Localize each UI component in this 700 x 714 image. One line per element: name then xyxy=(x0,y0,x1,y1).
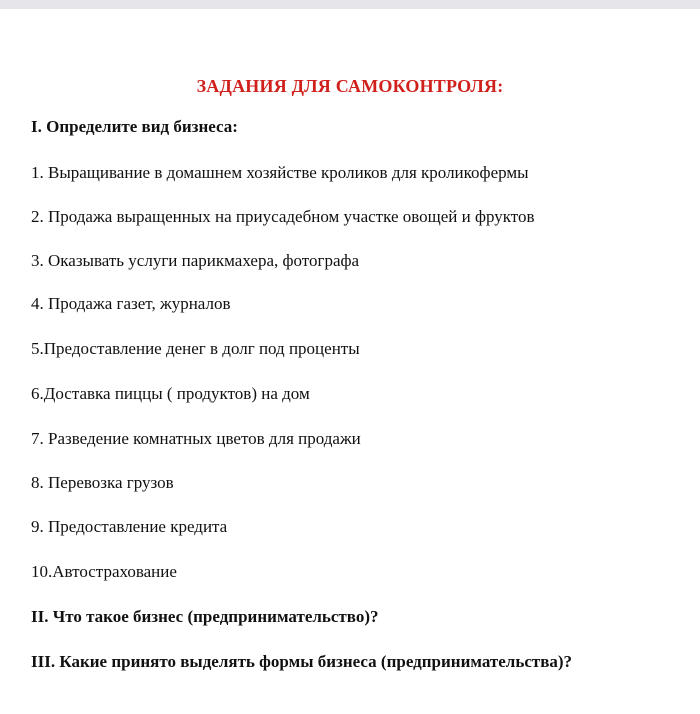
section-3-heading: III. Какие принято выделять формы бизнеса (предпринимательства)? xyxy=(31,652,573,671)
list-item-3: 3. Оказывать услуги парикмахера, фотографа xyxy=(31,251,360,270)
list-item-7: 7. Разведение комнатных цветов для продажи xyxy=(31,429,361,448)
list-item-4: 4. Продажа газет, журналов xyxy=(31,294,231,313)
list-item-8: 8. Перевозка грузов xyxy=(31,473,174,492)
list-item-6: 6.Доставка пиццы ( продуктов) на дом xyxy=(31,384,310,403)
document-page xyxy=(0,9,700,714)
list-item-1: 1. Выращивание в домашнем хозяйстве кроликов для кроликофермы xyxy=(31,163,529,182)
list-item-5: 5.Предоставление денег в долг под проценты xyxy=(31,339,360,358)
section-1-heading: I. Определите вид бизнеса: xyxy=(31,117,238,136)
page-title: ЗАДАНИЯ ДЛЯ САМОКОНТРОЛЯ: xyxy=(196,76,504,96)
list-item-9: 9. Предоставление кредита xyxy=(31,517,228,536)
list-item-10: 10.Автострахование xyxy=(31,562,177,581)
section-2-heading: II. Что такое бизнес (предпринимательство)? xyxy=(31,607,379,626)
list-item-2: 2. Продажа выращенных на приусадебном участке овощей и фруктов xyxy=(31,207,535,226)
top-bar xyxy=(0,0,700,9)
